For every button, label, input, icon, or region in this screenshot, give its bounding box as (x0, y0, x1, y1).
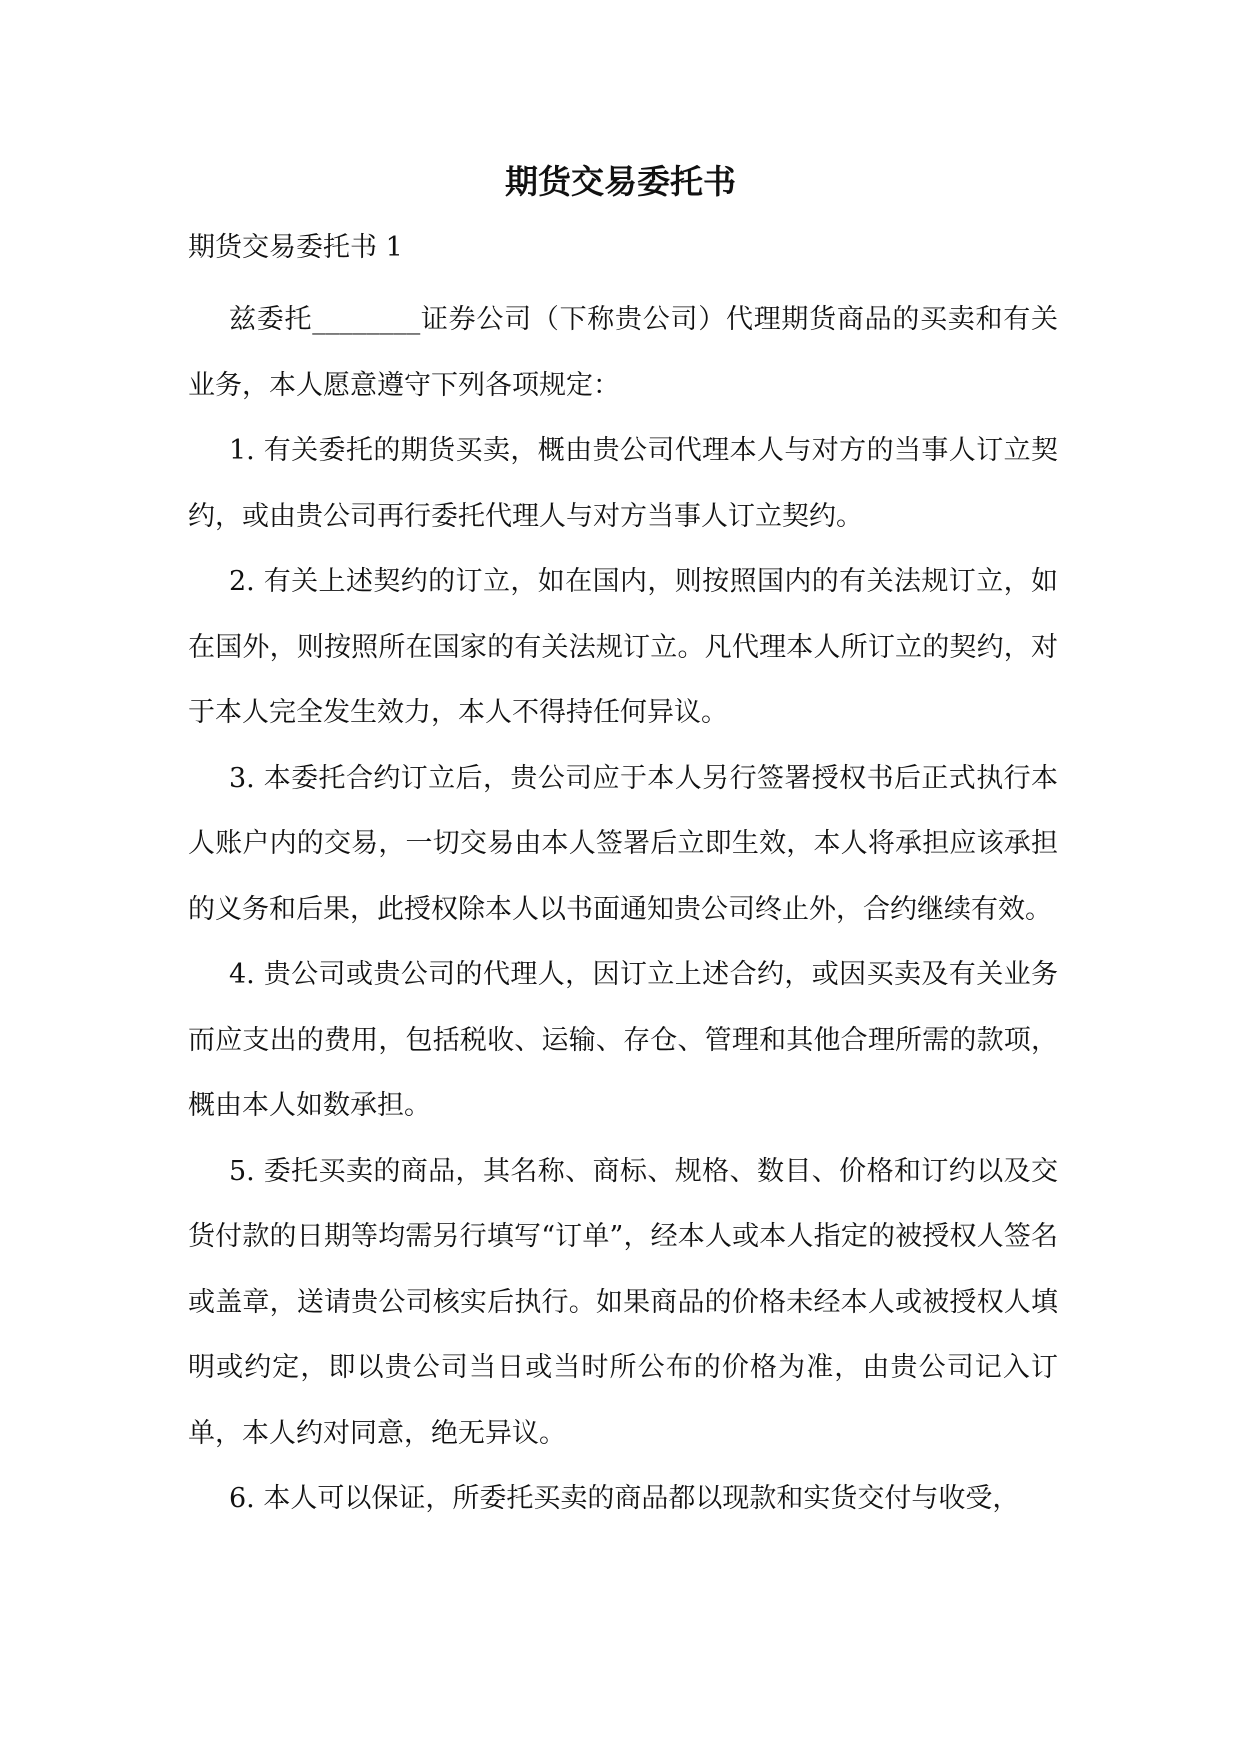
document-subtitle: 期货交易委托书 1 (188, 232, 403, 263)
paragraph-clause-5: 5. 委托买卖的商品，其名称、商标、规格、数目、价格和订约以及交货付款的日期等均需另行填写“订单”，经本人或本人指定的被授权人签名或盖章，送请贵公司核实后执行。如果商品的价格未经本人或被授权人填明或约定，即以贵公司当日或当时所公布的价格为准，由贵公司记入订单，本人约对同意，绝无异议。 (188, 1155, 1058, 1449)
paragraph-clause-3: 3. 本委托合约订立后，贵公司应于本人另行签署授权书后正式执行本人账户内的交易，一切交易由本人签署后立即生效，本人将承担应该承担的义务和后果，此授权除本人以书面通知贵公司终止外，合约继续有效。 (188, 762, 1058, 925)
paragraph-clause-2: 2. 有关上述契约的订立，如在国内，则按照国内的有关法规订立，如在国外，则按照所在国家的有关法规订立。凡代理本人所订立的契约，对于本人完全发生效力，本人不得持任何异议。 (188, 566, 1058, 728)
document-body (188, 287, 1058, 1532)
paragraph-clause-6: 6. 本人可以保证，所委托买卖的商品都以现款和实货交付与收受， (229, 1483, 1020, 1514)
paragraph-clause-4: 4. 贵公司或贵公司的代理人，因订立上述合约，或因买卖及有关业务而应支出的费用，包括税收、运输、存仓、管理和其他合理所需的款项，概由本人如数承担。 (188, 959, 1058, 1121)
paragraph-clause-1: 1. 有关委托的期货买卖，概由贵公司代理本人与对方的当事人订立契约，或由贵公司再行委托代理人与对方当事人订立契约。 (188, 435, 1058, 532)
paragraph-intro: 兹委托________证券公司（下称贵公司）代理期货商品的买卖和有关业务，本人愿意遵守下列各项规定： (188, 304, 1058, 401)
document-title: 期货交易委托书 (505, 162, 736, 201)
